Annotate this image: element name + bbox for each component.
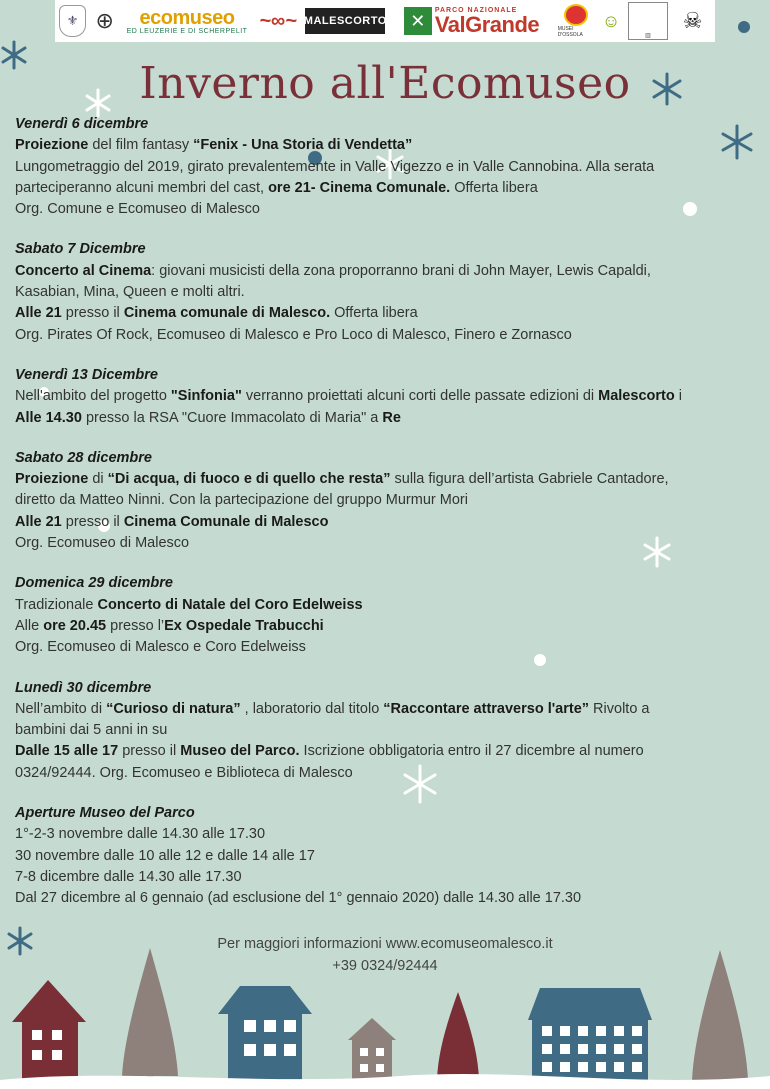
event-text-line [15,867,770,888]
event-date-heading: Venerdì 13 Dicembre [15,366,158,383]
event-text: sulla figura dell’artista Gabriele Cantadore, [390,471,669,488]
event-block [15,365,770,429]
cross-symbol-logo: ⊕ [95,8,114,33]
event-text: parteciperanno alcuni membri del cast, [15,179,269,196]
crest-icon: ⚜ [66,13,79,28]
event-block [15,678,770,784]
park-flag-icon: ✕ [404,7,432,35]
event-highlight-text: Cinema comunale di Malesco. [123,305,331,322]
event-highlight-text: Proiezione [15,137,89,154]
event-date-heading: Domenica 29 dicembre [15,575,173,592]
event-text-line [15,386,770,407]
event-text-line [15,282,770,303]
event-highlight-text: Malescorto [598,388,675,405]
musei-logo-text: MUSEI D'OSSOLA [557,26,583,38]
event-highlight-text: “Di acqua, di fuoco e di quello che resta” [107,471,391,488]
event-text-line [15,408,770,429]
event-highlight-text: “Fenix - Una Storia di Vendetta” [193,137,413,154]
event-text: Rivolto a [589,700,650,717]
events-list [15,114,770,929]
event-text: bambini dai 5 anni in su [15,722,168,739]
event-text-line [15,720,770,741]
footer-website-line: Per maggiori informazioni www.ecomuseomalesco.it [217,936,553,952]
event-text: diretto da Matteo Ninni. Con la partecipazione del gruppo Murmur Mori [15,492,468,509]
event-text: Dal 27 dicembre al 6 gennaio (ad esclusione del 1° gennaio 2020) dalle 14.30 alle 17.30 [15,890,582,907]
event-text: 1°-2-3 novembre dalle 14.30 alle 17.30 [15,826,266,843]
event-text-line [15,595,770,616]
event-text-line [15,178,770,199]
event-date-heading: Lunedì 30 dicembre [15,679,152,696]
event-text-line [15,469,770,490]
event-date-heading: Venerdì 6 dicembre [15,116,149,132]
mascot-logo: ☺ [601,10,621,31]
event-text: Tradizionale [15,596,98,613]
event-highlight-text: Concerto di Natale del Coro Edelweiss [97,596,363,613]
event-text-line [15,490,770,511]
event-text-line [15,699,770,720]
event-highlight-text: Alle 14.30 [15,409,82,426]
event-text-line [15,763,770,784]
house-icon [12,980,86,1089]
event-text: , laboratorio dal titolo [240,700,384,717]
event-text-line [15,261,770,282]
event-highlight-text: Cinema Comunale di Malesco [123,513,329,530]
event-text: Lungometraggio del 2019, girato prevalentemente in Valle Vigezzo e in Valle Cannobina. Alla serata [15,158,655,175]
event-text: presso il [61,305,124,322]
park-logo-line1: PARCO NAZIONALE [434,6,518,14]
event-date-heading: Sabato 28 dicembre [15,449,152,466]
ecomuseo-logo-name: ecomuseo [139,6,235,29]
event-text: presso il [118,743,181,760]
house-icon [218,986,312,1089]
event-text: Org. Ecomuseo di Malesco [15,535,190,552]
event-text-line [15,824,770,845]
ecomuseo-logo-subtitle: ED LEUZERIE E DI SCHERPELIT [126,27,248,35]
event-text: presso la RSA "Cuore Immacolato di Maria" a [81,409,383,426]
event-text: Org. Ecomuseo di Malesco e Coro Edelweiss [15,639,306,656]
event-text-line [15,637,770,658]
event-text-line [15,325,770,346]
swirl-logo: ~∞~ [259,9,297,32]
footer-phone: +39 0324/92444 [332,958,438,974]
building-logo: ▥ [628,2,669,40]
event-text-line [15,533,770,554]
event-text: del film fantasy [88,137,194,154]
event-highlight-text: ore 20.45 [43,617,107,634]
event-block [15,803,770,909]
event-text: Iscrizione obbligatoria entro il 27 dicembre al numero [299,743,644,760]
event-text: di [88,471,108,488]
tree-icon [122,948,178,1076]
event-highlight-text: Museo del Parco. [180,743,300,760]
house-icon [528,988,652,1089]
event-text: i [674,388,682,405]
event-text: Nell'ambito del progetto [15,388,171,405]
snow-dot-icon [738,21,750,33]
event-text: presso il [61,513,124,530]
event-text-line [15,135,770,156]
event-highlight-text: “Curioso di natura” [106,700,241,717]
event-text-line [15,512,770,533]
poster-title: Inverno all'Ecomuseo [139,58,631,109]
event-text-line [15,888,770,909]
event-text: 7-8 dicembre dalle 14.30 alle 17.30 [15,868,242,885]
event-text-line [15,616,770,637]
event-text-line [15,846,770,867]
event-highlight-text: Dalle 15 alle 17 [15,743,119,760]
event-text: Offerta libera [330,305,418,322]
event-text-line [15,303,770,324]
event-text-line [15,199,770,220]
tree-icon [437,992,479,1080]
event-text: 30 novembre dalle 10 alle 12 e dalle 14 alle 17 [15,847,315,864]
event-text: Kasabian, Mina, Queen e molti altri. [15,284,245,301]
event-highlight-text: "Sinfonia" [170,388,242,405]
event-highlight-text: “Raccontare attraverso l'arte” [383,700,590,717]
event-highlight-text: Concerto al Cinema [15,262,152,279]
event-text: Offerta libera [450,179,538,196]
event-text: presso l’ [106,617,165,634]
park-logo-line2: ValGrande [434,11,540,37]
event-highlight-text: Alle 21 [15,305,62,322]
event-highlight-text: Re [382,409,401,426]
event-highlight-text: Alle 21 [15,513,62,530]
tree-icon [692,950,748,1080]
event-block [15,573,770,658]
event-date-heading: Aperture Museo del Parco [15,805,195,822]
event-text: Org. Comune e Ecomuseo di Malesco [15,201,260,218]
event-block [15,114,770,220]
event-highlight-text: ore 21- Cinema Comunale. [268,179,451,196]
event-date-heading: Sabato 7 Dicembre [15,241,146,258]
event-text: verranno proiettati alcuni corti delle passate edizioni di [241,388,599,405]
event-text: : giovani musicisti della zona proporranno brani di John Mayer, Lewis Capaldi, [151,262,651,279]
event-text: 0324/92444. Org. Ecomuseo e Biblioteca di Malesco [15,764,353,781]
event-block [15,239,770,345]
event-highlight-text: Ex Ospedale Trabucchi [164,617,324,634]
event-block [15,448,770,554]
malescorto-logo-text: MALESCORTO [303,15,387,27]
event-highlight-text: Proiezione [15,471,89,488]
pirates-of-rock-logo: ☠ [682,8,703,33]
event-text: Alle [15,617,44,634]
event-text: Org. Pirates Of Rock, Ecomuseo di Malesco e Pro Loco di Malesco, Finero e Zornasco [15,326,572,343]
event-text-line [15,157,770,178]
event-text-line [15,741,770,762]
event-text: Nell’ambito di [15,700,107,717]
village-illustration [0,930,770,1089]
